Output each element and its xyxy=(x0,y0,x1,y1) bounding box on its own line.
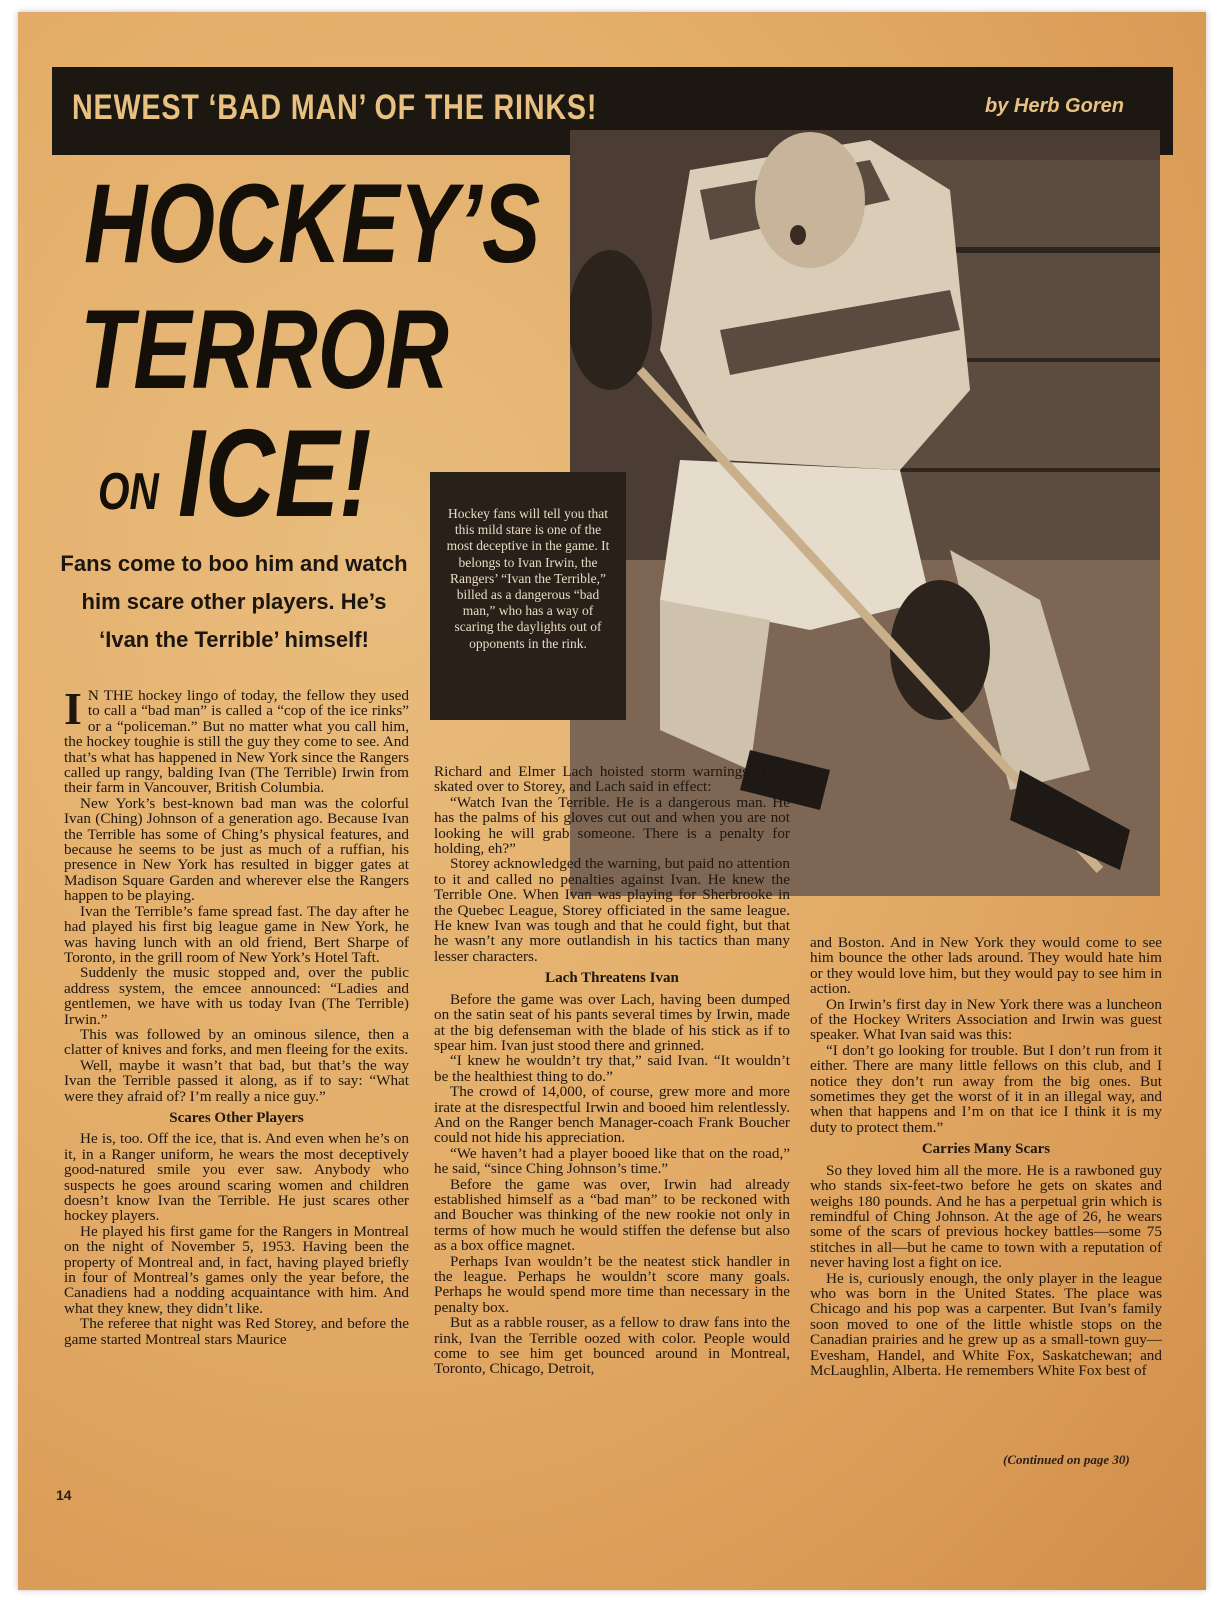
paragraph: He is, too. Off the ice, that is. And even when he’s on it, in a Ranger uniform, he wears the most deceptively good-natured smile you ever saw. Anybody who suspects he goes around scaring women and children doesn’t know Ivan the Terrible. He just scares other hockey players. xyxy=(64,1130,409,1225)
paragraph: Perhaps Ivan wouldn’t be the neatest stick handler in the league. Perhaps he wouldn’t score many goals. Perhaps he would spend more time than necessary in the penalty box. xyxy=(434,1252,790,1316)
subheading: Carries Many Scars xyxy=(921,1141,1051,1158)
paragraph: New York’s best-known bad man was the colorful Ivan (Ching) Johnson of a generation ago. Because Ivan the Terrible has some of Ching’s physical features, and because he seems to be just as much of a ruffian, his presence in New York has resulted in bigger gates at Madison Square Garden and wherever else the Rangers happen to be playing. xyxy=(64,794,409,905)
headline-line-2: TERROR xyxy=(80,287,449,412)
paragraph: But as a rabble rouser, as a fellow to draw fans into the rink, Ivan the Terrible oozed with color. People would come to see him get bounced around in Montreal, Toronto, Chicago, Detroit, xyxy=(434,1314,790,1378)
paragraph: Suddenly the music stopped and, over the public address system, the emcee announced: “Ladies and gentlemen, we have with us today Ivan (The Terrible) Irwin.” xyxy=(64,964,409,1028)
paragraph: Before the game was over Lach, having been dumped on the satin seat of his pants several times by Irwin, made at the big defenseman with the blade of his stick as if to spear him. Ivan just stood there and grinned. xyxy=(434,990,790,1054)
paragraph: He played his first game for the Rangers in Montreal on the night of November 5, 1953. Having been the property of Montreal and, in fact, having played briefly in four of Montreal’s games only the year before, the Canadiens had a nodding acquaintance with him. And what they knew, they didn’t like. xyxy=(64,1222,409,1317)
continued-note: (Continued on page 30) xyxy=(1003,1452,1130,1467)
paragraph: He is, curiously enough, the only player in the league who was born in the United States. The place was Chicago and his pop was a carpenter. But Ivan’s family soon moved to one of the little whistle stops on the Canadian prairies and he grew up as a small-town guy—Evesham, Handel, and White Fox, Saskatchewan; and McLaughlin, Alberta. He remembers White Fox best of xyxy=(810,1269,1162,1379)
paragraph: So they loved him all the more. He is a rawboned guy who stands six-feet-two before he gets on skates and weighs 180 pounds. And he has a perpetual grin which is remindful of Ching Johnson. At the age of 26, he wears some of the scars of previous hockey battles—some 75 stitches in all—but he came to town with a reputation of never having lost a fight on ice. xyxy=(810,1161,1162,1272)
paragraph: The referee that night was Red Storey, and before the game started Montreal stars Maurice xyxy=(64,1315,409,1348)
photo-caption: Hockey fans will tell you that this mild stare is one of the most deceptive in the game. It belongs to Ivan Irwin, the Rangers’ “Ivan the Terrible,” billed as a dangerous “bad man,” who has a way of scaring the daylights out of opponents in the rink. xyxy=(446,506,610,651)
paragraph: I N THE hockey lingo of today, the fellow they used to call a “bad man” is called a “cop of the ice rinks” or a “policeman.” But no matter what you call him, the hockey toughie is still the guy they come to see. And that’s what has happened in New York since the Rangers called up rangy, balding Ivan (The Terrible) Irwin from their farm in Vancouver, British Columbia. xyxy=(64,683,409,797)
paragraph: On Irwin’s first day in New York there was a luncheon of the Hockey Writers Association and Irwin was guest speaker. What Ivan said was this: xyxy=(810,995,1162,1044)
deck-subtitle: Fans come to boo him and watch him scare other players. He’s ‘Ivan the Terrible’ himself! xyxy=(60,551,408,652)
paragraph: Richard and Elmer Lach hoisted storm warnings. They skated over to Storey, and Lach said in effect: xyxy=(434,763,790,796)
subheading: Lach Threatens Ivan xyxy=(545,970,679,987)
paragraph: “Watch Ivan the Terrible. He is a dangerous man. He has the palms of his gloves cut out and when you are not looking he will grab someone. There is a penalty for holding, eh?” xyxy=(434,793,790,858)
headline-line-1: HOCKEY’S xyxy=(84,161,541,286)
paragraph: and Boston. And in New York they would come to see him bounce the other lads around. They would hate him or they would love him, but they would pay to see him in action. xyxy=(810,934,1162,998)
headline-line-3a: ON xyxy=(98,463,159,521)
paragraph: This was followed by an ominous silence, then a clatter of knives and forks, and men fleeing for the exits. xyxy=(64,1025,409,1059)
paragraph: The crowd of 14,000, of course, grew more and more irate at the disrespectful Irwin and booed him relentlessly. And on the Ranger bench Manager-coach Frank Boucher could not hide his appreciation. xyxy=(434,1083,790,1147)
headline-line-3b: ICE! xyxy=(178,405,372,543)
article-column-1 xyxy=(64,683,409,1348)
paragraph: Before the game was over, Irwin had already established himself as a “bad man” to be reckoned with and Boucher was thinking of the new rookie not only in terms of how much he would stiffen the defense but also as a box office magnet. xyxy=(434,1175,790,1255)
paragraph: Ivan the Terrible’s fame spread fast. The day after he had played his first big league game in New York, he was having lunch with an old friend, Bert Sharpe of Toronto, in the grill room of New York’s Hotel Taft. xyxy=(64,902,409,966)
paragraph: “I don’t go looking for trouble. But I don’t run from it either. There are many little fellows on this club, and I notice they don’t run away from the big ones. But sometimes they get the worst of it in an illegal way, and when that happens and I’m on that ice I think it is my duty to protect them.” xyxy=(810,1041,1162,1136)
paragraph: Well, maybe it wasn’t that bad, but that’s the way Ivan the Terrible passed it along, as if to say: “What were they afraid of? I’m really a nice guy.” xyxy=(64,1056,409,1105)
article-column-2 xyxy=(434,764,790,1377)
page-number: 14 xyxy=(56,1487,72,1503)
paragraph: “We haven’t had a player booed like that on the road,” he said, “since Ching Johnson’s time.” xyxy=(434,1144,790,1178)
subheading: Scares Other Players xyxy=(169,1109,304,1126)
header-title: NEWEST ‘BAD MAN’ OF THE RINKS! xyxy=(72,88,598,127)
article-column-3 xyxy=(810,935,1162,1378)
byline: by Herb Goren xyxy=(985,95,1124,117)
paragraph: Storey acknowledged the warning, but paid no attention to it and called no penalties against Ivan. He knew the Terrible One. When Ivan was playing for Sherbrooke in the Quebec League, Storey officiated in the same league. He knew Ivan was tough and that he could fight, but that he wasn’t any more outlandish in his tactics than many lesser characters. xyxy=(434,855,790,965)
drop-cap: I xyxy=(64,683,82,734)
paragraph: “I knew he wouldn’t try that,” said Ivan. “It wouldn’t be the healthiest thing to do.” xyxy=(434,1052,790,1085)
